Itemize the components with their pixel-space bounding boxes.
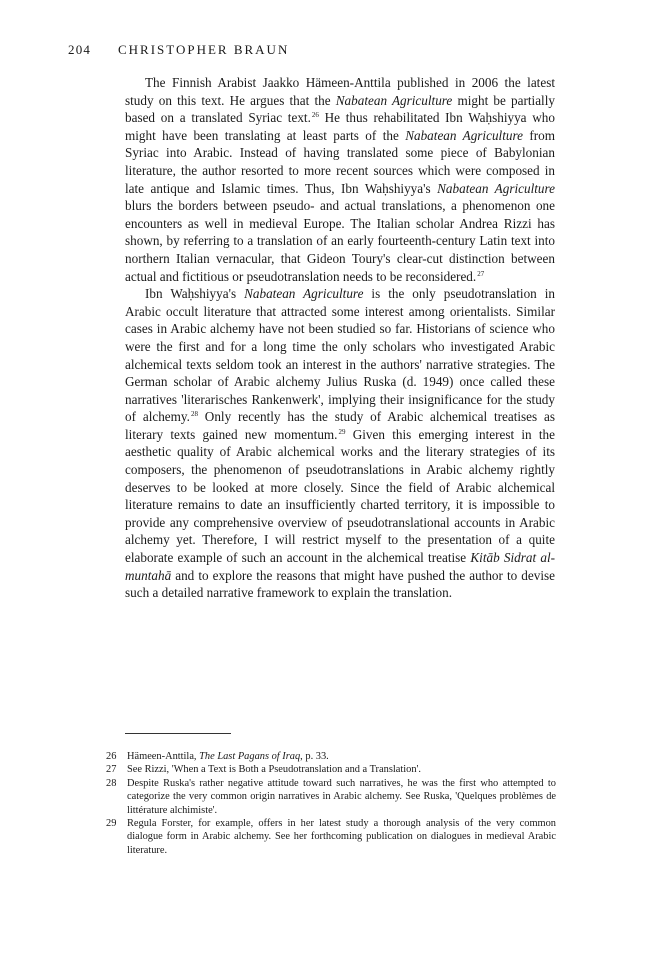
main-text (125, 74, 555, 602)
paragraph-1 (125, 74, 555, 285)
book-title: Nabatean Agriculture (437, 180, 555, 196)
footnotes (106, 750, 556, 857)
text-run: Given this emerging interest in the aesthetic quality of Arabic alchemical works and the literary strategies of its composers, the phenomenon of pseudotranslations in Arabic alchemy rightly deserves to be looked at more closely. Since the field of Arabic alchemical literature remains to date an insufficiently charted territory, it is impossible to provide any comprehensive overview of pseudotranslational accounts in Arabic alchemy yet. Therefore, I will restrict myself to the presentation of a quite elaborate example of such an account in the alchemical treatise (125, 426, 555, 566)
footnote-28 (106, 777, 556, 817)
text-run: Only recently has the study of Arabic alchemical treatises as literary texts gained new momentum. (125, 409, 556, 442)
footnote-27 (106, 763, 556, 776)
text-run: blurs the borders between pseudo- and actual translations, a phenomenon one encounters as well in medieval Europe. The Italian scholar Andrea Rizzi has shown, by referring to a translation of an early fourteenth-century Latin text into northern Italian vernacular, that Gideon Toury's clear-cut distinction between actual and fictitious or pseudotranslation needs to be reconsidered. (125, 198, 555, 284)
book-title: Kitāb Sidrat al-muntahā (125, 550, 556, 583)
footnote-text (127, 750, 556, 763)
text-run: Hämeen-Anttila, (127, 751, 200, 762)
text-run: , p. 33. (300, 751, 329, 762)
text-run: from Syriac into Arabic. Instead of having translated some piece of Babylonian literature, the author resorted to more recent sources which were composed in late antique and Islamic times. Thus, Ibn Waḥshiyya's (125, 127, 555, 196)
footnote-26 (106, 750, 556, 763)
footnote-text: Despite Ruska's rather negative attitude toward such narratives, he was the first who attempted to categorize the very common origin narratives in Arabic alchemy. See Ruska, 'Quelques problèmes de littérature alchimiste'. (127, 777, 556, 816)
footnote-text: See Rizzi, 'When a Text is Both a Pseudotranslation and a Translation'. (127, 764, 422, 776)
text-run: The Finnish Arabist Jaakko Hämeen-Anttila published in 2006 the latest study on this text. He argues that the (125, 75, 555, 108)
footnote-ref-26[interactable]: 26 (311, 111, 319, 120)
book-title: Nabatean Agriculture (244, 286, 364, 302)
paragraph-2 (125, 285, 555, 602)
page-number: 204 (68, 42, 92, 57)
text-run: Ibn Waḥshiyya's (145, 286, 245, 302)
footnote-number: 26 (106, 751, 117, 762)
footnote-ref-28[interactable]: 28 (190, 410, 198, 419)
footnote-ref-27[interactable]: 27 (477, 269, 485, 278)
footnote-number: 29 (106, 818, 117, 830)
running-head-author: CHRISTOPHER BRAUN (117, 42, 290, 57)
book-title: Nabatean Agriculture (335, 92, 453, 108)
footnote-ref-29[interactable]: 29 (338, 427, 346, 436)
text-run: is the only pseudotranslation in Arabic occult literature that attracted some interest among orientalists. Similar cases in Arabic alchemy have not been studied so far. Historians of science who were the first and for a long time the only scholars who investigated Arabic alchemical texts seldom took an interest in the authors' narrative strategies. The German scholar of Arabic alchemy Julius Ruska (d. 1949) once called these narratives 'literarisches Rankenwerk', implying their insignificance for the study of alchemy. (125, 286, 555, 425)
book-title: Nabatean Agriculture (405, 127, 523, 143)
footnote-text: Regula Forster, for example, offers in her latest study a thorough analysis of the very common dialogue form in Arabic alchemy. See her forthcoming publication on dialogues in medieval Arabic literature. (127, 818, 556, 856)
footnote-29 (106, 817, 556, 857)
footnote-number: 28 (106, 777, 117, 789)
running-head (68, 42, 289, 58)
text-run: might be partially based on a translated Syriac text. (125, 92, 555, 126)
book-title: The Last Pagans of Iraq (199, 751, 301, 762)
text-run: He thus rehabilitated Ibn Waḥshiyya who might have been translating at least parts of the (125, 110, 555, 143)
footnote-divider (125, 733, 231, 734)
text-run: and to explore the reasons that might have pushed the author to devise such a detailed narrative framework to explain the translation. (125, 567, 555, 601)
footnote-number: 27 (106, 764, 117, 776)
